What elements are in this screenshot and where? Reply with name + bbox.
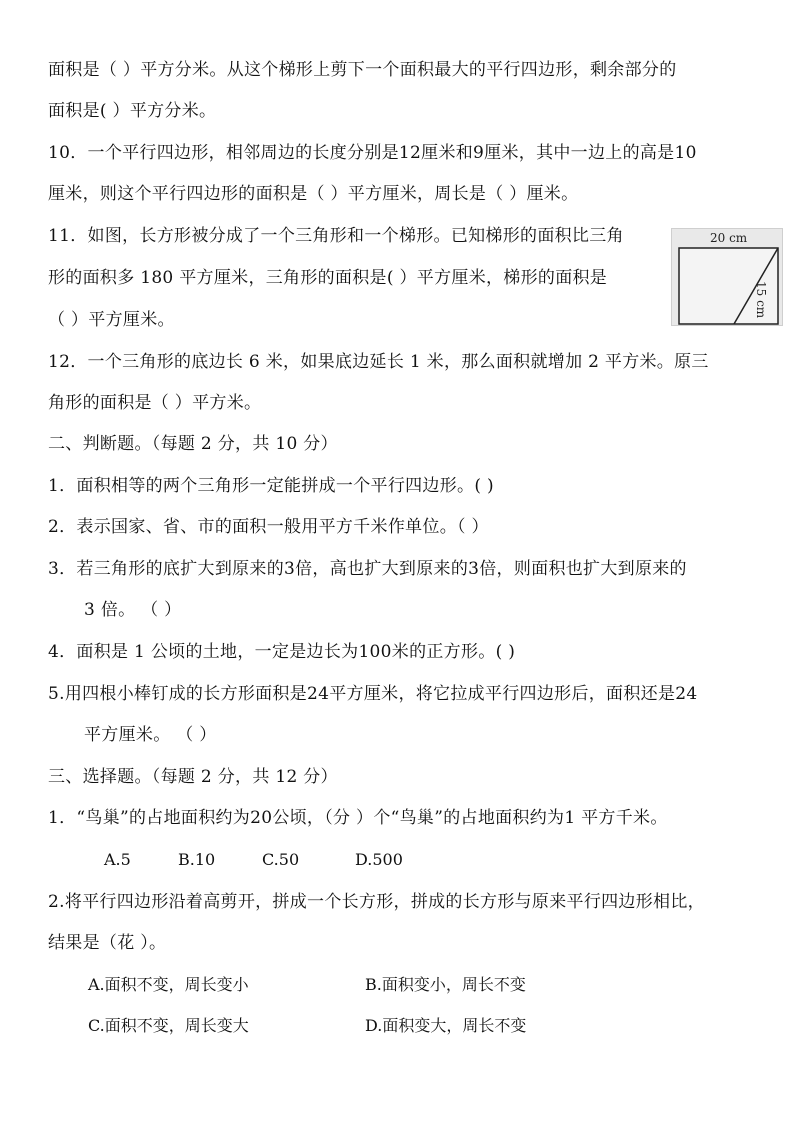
choice-q2-text-line-2: 结果是（花 ）。 xyxy=(48,933,167,953)
q11-text-line-3: （ ）平方厘米。 xyxy=(48,310,175,330)
q11-text-line-1: 11．如图，长方形被分成了一个三角形和一个梯形。已知梯形的面积比三角 xyxy=(48,226,624,246)
q10-text-line-2: 厘米，则这个平行四边形的面积是（ ）平方厘米，周长是（ ）厘米。 xyxy=(48,184,579,204)
choice-q2-option-a: A.面积不变，周长变小 xyxy=(88,975,249,994)
figure-height-label: 15 cm xyxy=(754,281,768,319)
choice-q1-option-a: A.5 xyxy=(104,850,131,869)
judgement-item-4: 4．面积是 1 公顷的土地，一定是边长为100米的正方形。( ) xyxy=(48,642,516,662)
figure-width-label: 20 cm xyxy=(710,231,748,245)
choice-q2-text-line-1: 2.将平行四边形沿着高剪开，拼成一个长方形，拼成的长方形与原来平行四边形相比， xyxy=(48,892,705,912)
choice-q1-option-c: C.50 xyxy=(262,850,300,869)
choice-q2-option-d: D.面积变大，周长不变 xyxy=(365,1016,527,1035)
section-heading-judgement: 二、判断题。（每题 2 分，共 10 分） xyxy=(48,434,338,454)
q12-text-line-1: 12．一个三角形的底边长 6 米，如果底边延长 1 米，那么面积就增加 2 平方米。原三 xyxy=(48,352,709,372)
judgement-item-3-line-1: 3．若三角形的底扩大到原来的3倍，高也扩大到原来的3倍，则面积也扩大到原来的 xyxy=(48,559,687,579)
choice-q2-option-c: C.面积不变，周长变大 xyxy=(88,1016,249,1035)
q10-text-line-1: 10．一个平行四边形，相邻周边的长度分别是12厘米和9厘米，其中一边上的高是10 xyxy=(48,143,697,163)
judgement-item-5-line-2: 平方厘米。 （ ） xyxy=(84,725,217,745)
rectangle-figure xyxy=(671,228,783,326)
q9-text-line-2: 面积是( ）平方分米。 xyxy=(48,101,217,121)
judgement-item-2: 2．表示国家、省、市的面积一般用平方千米作单位。（ ） xyxy=(48,517,489,537)
section-heading-choice: 三、选择题。（每题 2 分，共 12 分） xyxy=(48,767,338,787)
q9-text-line-1: 面积是（ ）平方分米。从这个梯形上剪下一个面积最大的平行四边形，剩余部分的 xyxy=(48,60,677,80)
q12-text-line-2: 角形的面积是（ ）平方米。 xyxy=(48,393,262,413)
choice-q1-option-d: D.500 xyxy=(355,850,403,869)
judgement-item-5-line-1: 5.用四根小棒钉成的长方形面积是24平方厘米，将它拉成平行四边形后，面积还是24 xyxy=(48,684,698,704)
choice-q1-option-b: B.10 xyxy=(178,850,216,869)
judgement-item-1: 1．面积相等的两个三角形一定能拼成一个平行四边形。( ) xyxy=(48,476,494,496)
q11-text-line-2: 形的面积多 180 平方厘米，三角形的面积是( ）平方厘米，梯形的面积是 xyxy=(48,268,608,288)
choice-q1-text: 1．“鸟巢”的占地面积约为20公顷，（分 ）个“鸟巢”的占地面积约为1 平方千米。 xyxy=(48,808,668,828)
judgement-item-3-line-2: 3 倍。 （ ） xyxy=(84,600,182,620)
choice-q2-option-b: B.面积变小，周长不变 xyxy=(365,975,526,994)
